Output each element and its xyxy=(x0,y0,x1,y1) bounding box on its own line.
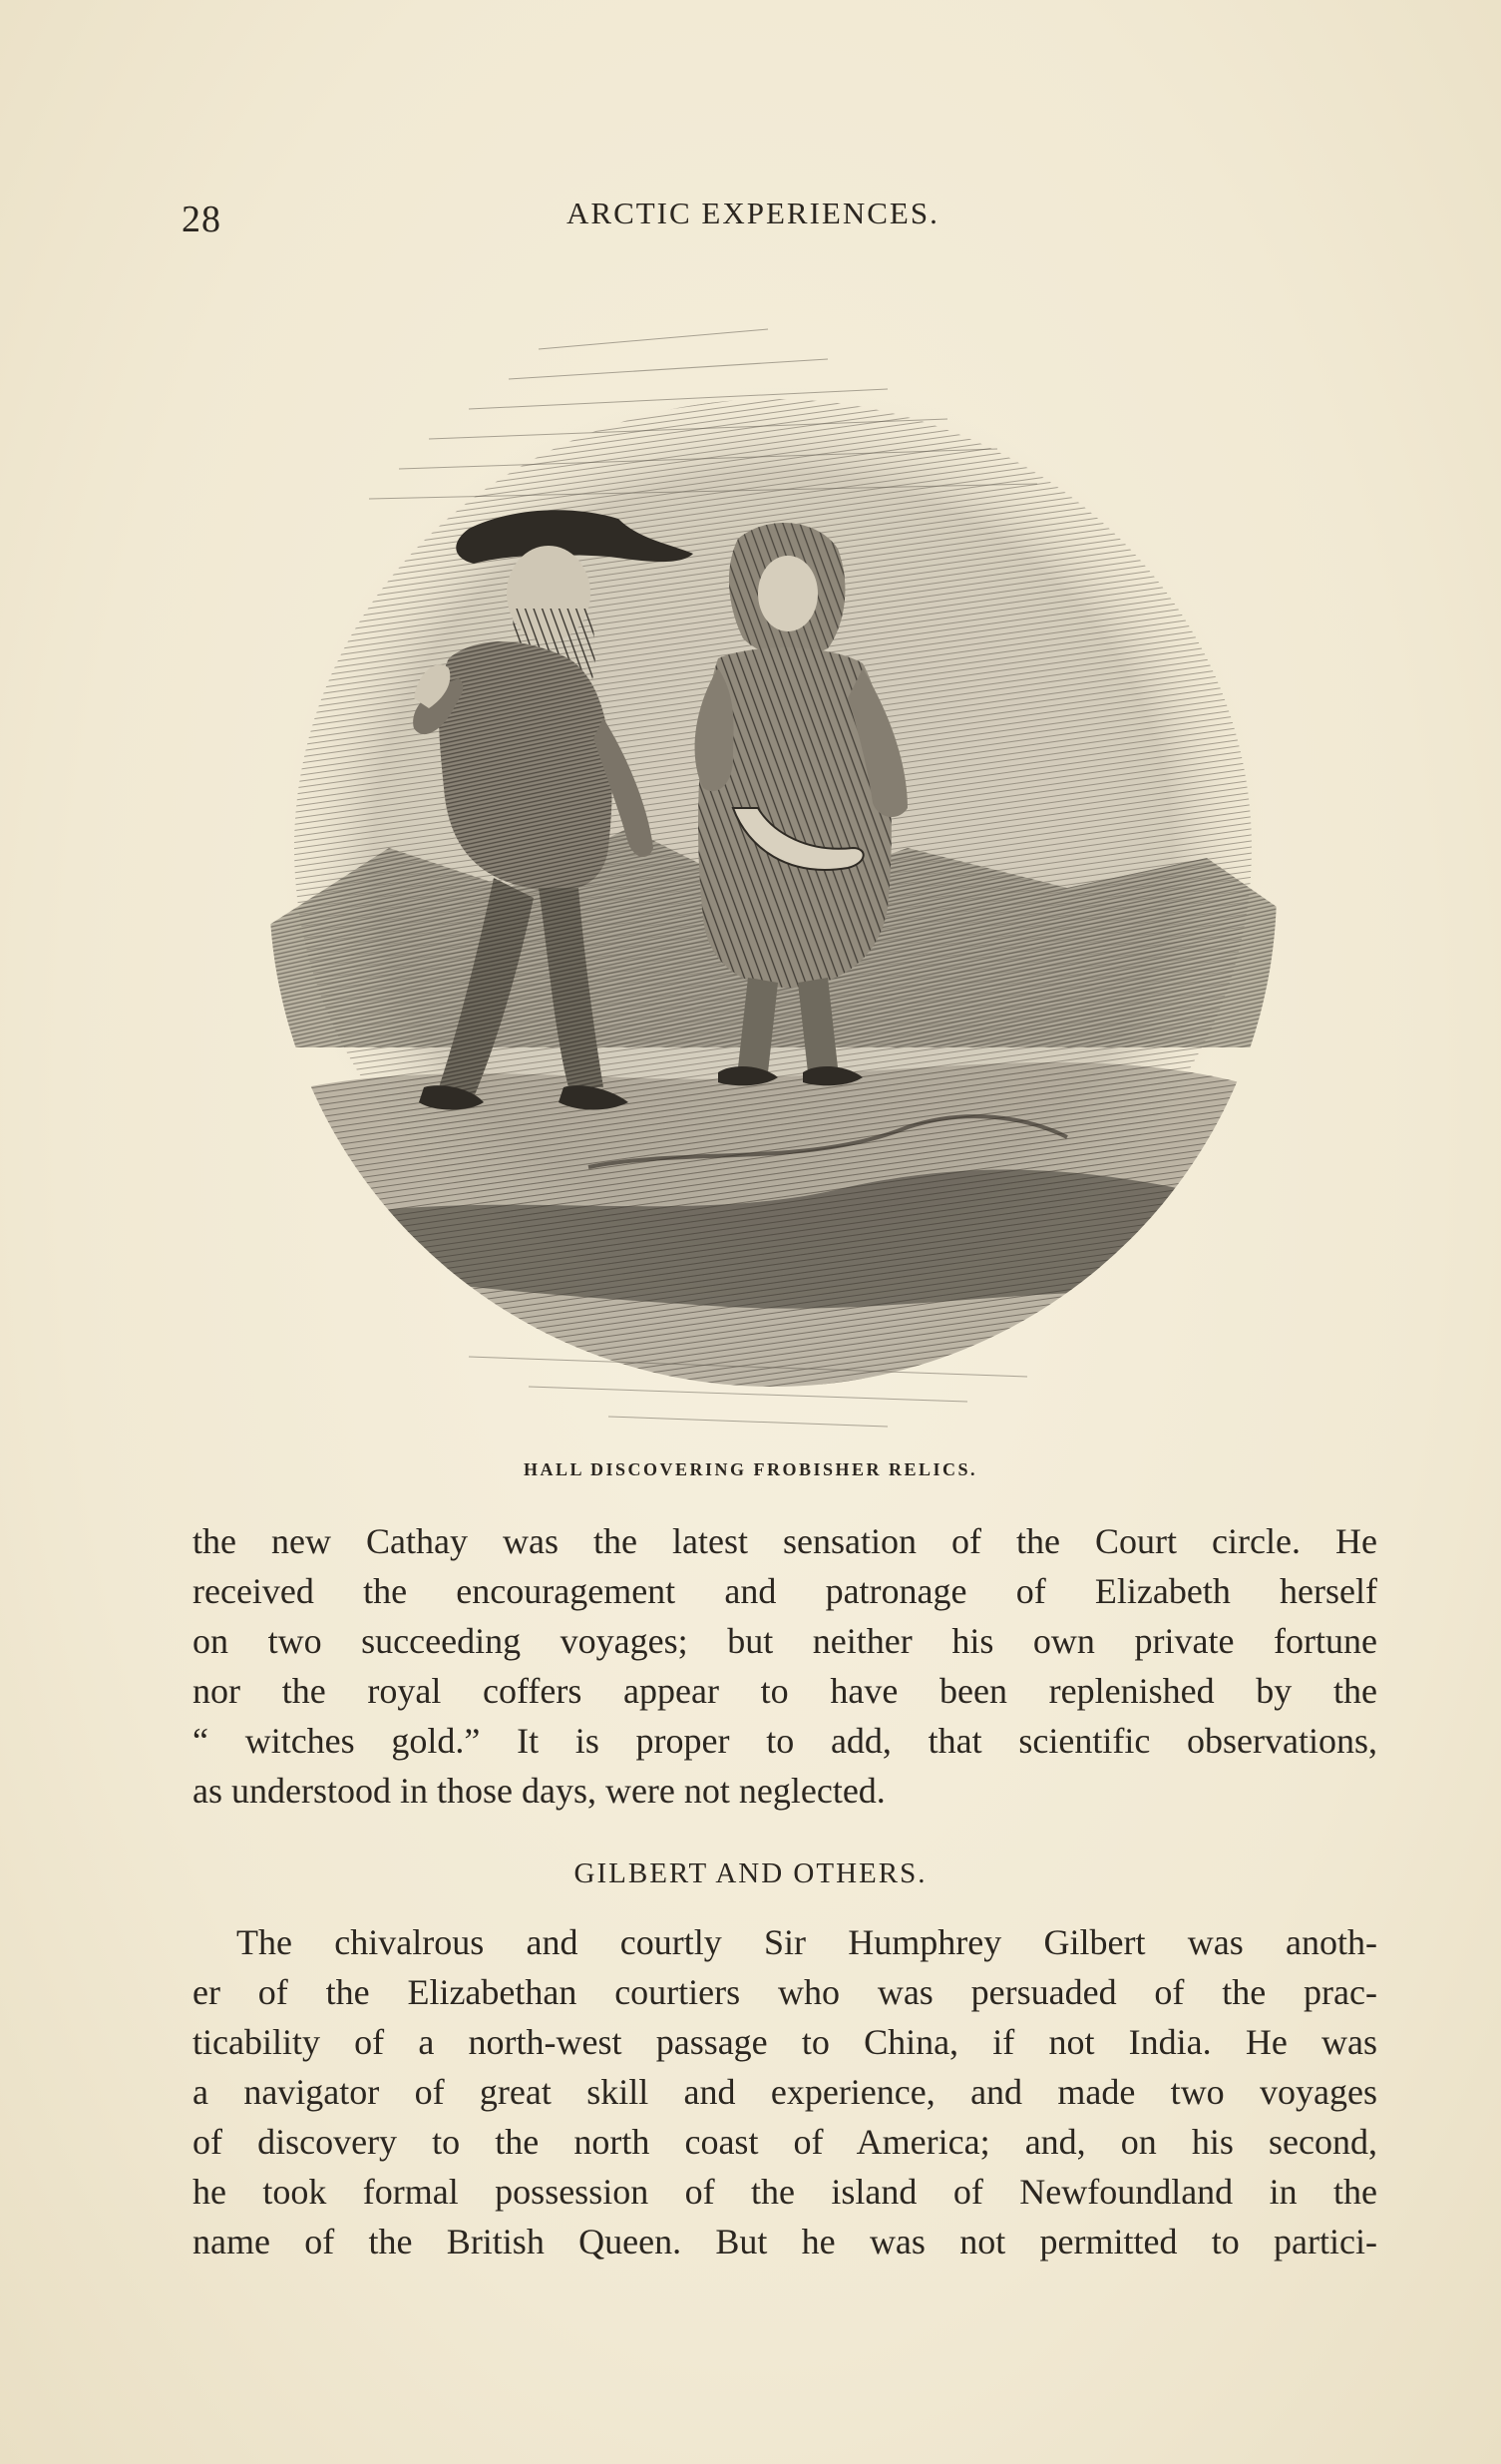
running-title: ARCTIC EXPERIENCES. xyxy=(566,196,939,230)
text-line: “ witches gold.” It is proper to add, that scientific observations, xyxy=(192,1721,1377,1761)
illustration-caption: HALL DISCOVERING FROBISHER RELICS. xyxy=(523,1459,978,1479)
rocky-ground xyxy=(229,1062,1316,1407)
section-heading: GILBERT AND OTHERS. xyxy=(573,1857,928,1889)
text-line: the new Cathay was the latest sensation of the Court circle. He xyxy=(192,1521,1377,1561)
text-line: a navigator of great skill and experience, and made two voyages xyxy=(192,2072,1377,2112)
text-line: as understood in those days, were not neglected. xyxy=(192,1771,886,1811)
text-line: he took formal possession of the island of Newfoundland in the xyxy=(192,2172,1377,2212)
text-line: on two succeeding voyages; but neither his own private fortune xyxy=(192,1621,1377,1661)
paragraph-1 xyxy=(192,1516,1377,1816)
text-line: nor the royal coffers appear to have been replenished by the xyxy=(192,1671,1377,1711)
text-line: name of the British Queen. But he was not permitted to partici- xyxy=(192,2222,1377,2261)
text-line: of discovery to the north coast of America; and, on his second, xyxy=(192,2122,1377,2162)
text-line: ticability of a north-west passage to China, if not India. He was xyxy=(192,2022,1377,2062)
page-number: 28 xyxy=(182,199,221,240)
engraving-illustration xyxy=(209,289,1336,1446)
running-head xyxy=(0,190,1501,249)
text-line: The chivalrous and courtly Sir Humphrey Gilbert was anoth- xyxy=(236,1922,1377,1962)
text-line: received the encouragement and patronage of Elizabeth herself xyxy=(192,1571,1377,1611)
text-line: er of the Elizabethan courtiers who was persuaded of the prac- xyxy=(192,1972,1377,2012)
paragraph-2 xyxy=(192,1917,1377,2266)
